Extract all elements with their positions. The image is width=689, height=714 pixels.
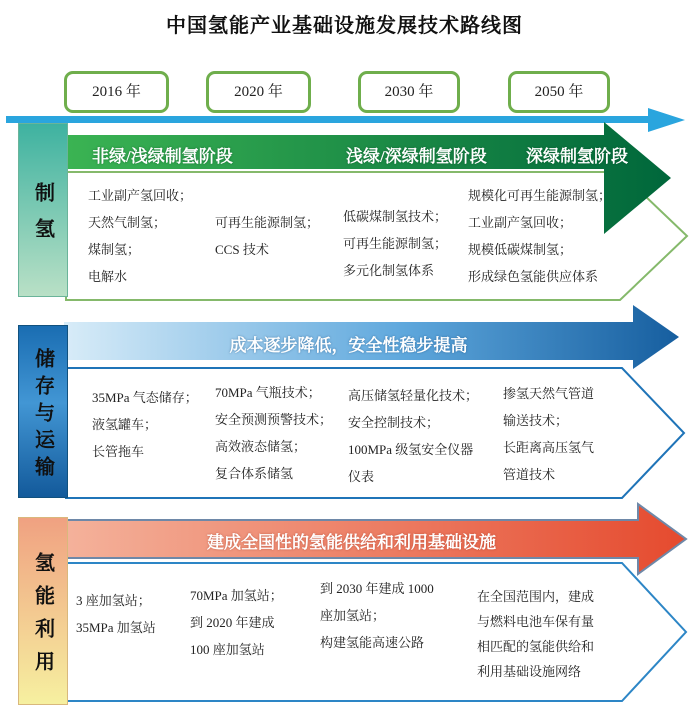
text-line: 长距离高压氢气 [503,440,595,455]
production-col-2016 [88,182,192,290]
text-line: 天然气制氢； [88,215,167,230]
text-line: 多元化制氢体系 [343,263,435,278]
text-line: 安全控制技术； [348,415,440,430]
text-line: 掺氢天然气管道 [503,386,595,401]
text-line: 低碳煤制氢技术； [343,209,448,224]
text-line: 到 2020 年建成 [190,615,275,630]
text-line: 高压储氢轻量化技术； [348,388,479,403]
section-label-production: 制氢 [18,123,68,297]
text-line: 到 2030 年建成 1000 [320,581,434,596]
storage-col-2030 [348,382,478,490]
year-box-2030: 2030 年 [358,71,460,113]
text-line: 构建氢能高速公路 [320,635,425,650]
text-line: 工业副产氢回收； [88,188,193,203]
utilization-col-2016 [76,587,156,641]
text-line: 复合体系储氢 [215,466,294,481]
utilization-banner-text: 建成全国性的氢能供给和利用基础设施 [207,533,496,552]
text-line: 液氢罐车； [92,417,158,432]
text-line: 100MPa 级氢安全仪器 [348,442,474,457]
text-line: 可再生能源制氢； [343,236,448,251]
text-line: 相匹配的氢能供给和 [477,639,595,654]
text-line: 电解水 [88,269,128,284]
text-line: 规模低碳煤制氢； [468,242,573,257]
storage-col-2050 [503,380,594,488]
section-label-storage: 储存与运输 [18,325,68,498]
text-line: 输送技术； [503,413,569,428]
text-line: 70MPa 气瓶技术； [215,385,321,400]
storage-col-2016 [92,384,198,465]
text-line: 35MPa 加氢站 [76,620,156,635]
text-line: 形成绿色氢能供应体系 [468,269,599,284]
production-col-2030 [343,203,447,284]
utilization-col-2020 [190,582,283,663]
text-line: 可再生能源制氢； [215,215,320,230]
production-phase-1: 非绿/浅绿制氢阶段 [92,147,233,166]
year-box-2016: 2016 年 [64,71,169,113]
text-line: 70MPa 加氢站； [190,588,283,603]
production-col-2020 [215,209,319,263]
text-line: 安全预测预警技术； [215,412,333,427]
text-line: 座加氢站； [320,608,386,623]
production-col-2050 [468,182,611,290]
storage-banner-text: 成本逐步降低，安全性稳步提高 [229,336,468,355]
production-phase-3: 深绿制氢阶段 [526,147,628,166]
text-line: 3 座加氢站； [76,593,151,608]
production-phase-2: 浅绿/深绿制氢阶段 [346,147,487,166]
text-line: CCS 技术 [215,242,269,257]
text-line: 与燃料电池车保有量 [477,614,595,629]
text-line: 长管拖车 [92,444,145,459]
utilization-col-2050 [477,584,594,684]
storage-col-2020 [215,379,332,487]
text-line: 煤制氢； [88,242,141,257]
text-line: 工业副产氢回收； [468,215,573,230]
text-line: 35MPa 气态储存； [92,390,198,405]
text-line: 仪表 [348,469,375,484]
text-line: 利用基础设施网络 [477,664,582,679]
year-box-2020: 2020 年 [206,71,311,113]
utilization-col-2030 [320,575,434,656]
text-line: 管道技术 [503,467,556,482]
text-line: 在全国范围内，建成 [477,589,595,604]
timeline-arrow [6,108,685,132]
section-label-utilization: 氢能利用 [18,517,68,705]
text-line: 规模化可再生能源制氢； [468,188,612,203]
year-box-2050: 2050 年 [508,71,610,113]
text-line: 高效液态储氢； [215,439,307,454]
page-title: 中国氢能产业基础设施发展技术路线图 [166,15,523,37]
text-line: 100 座加氢站 [190,642,265,657]
